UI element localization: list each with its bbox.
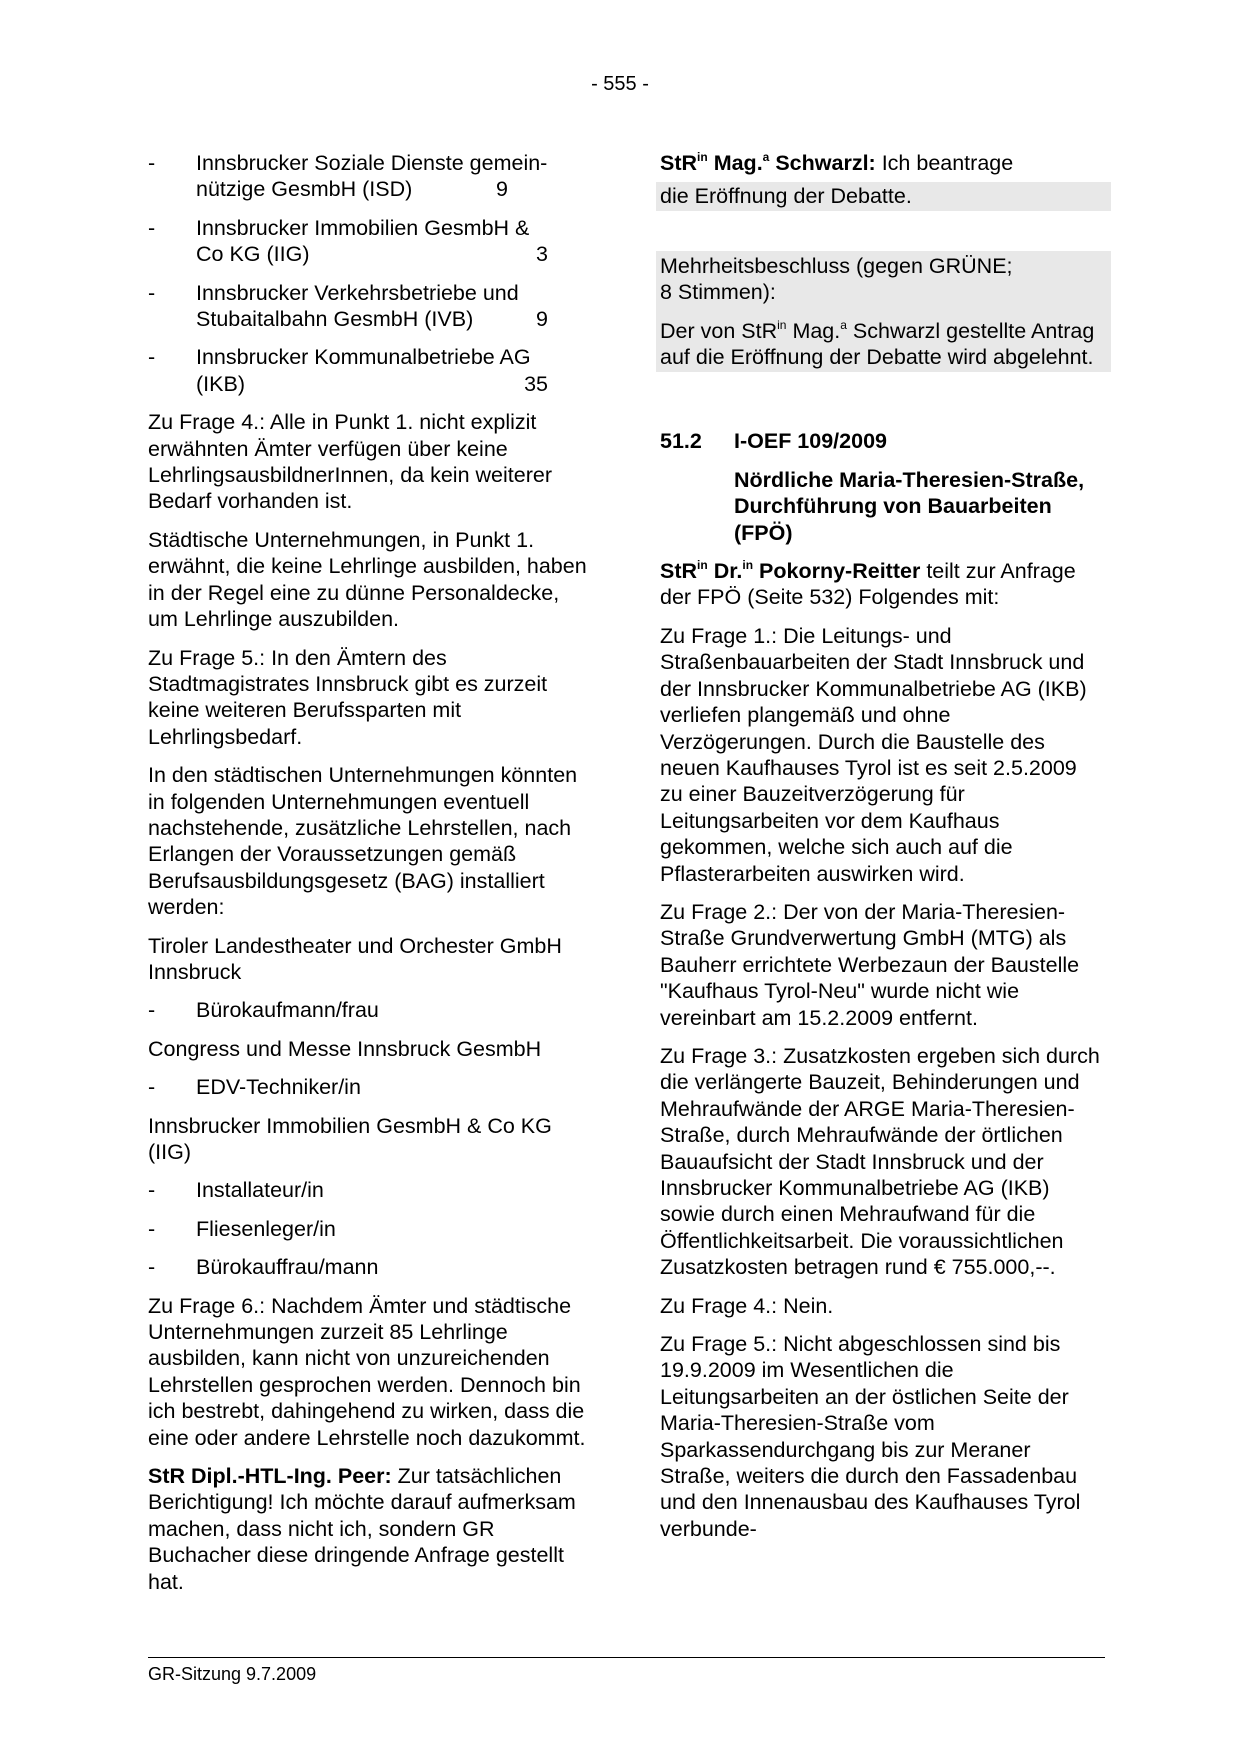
paragraph-frage-4: Zu Frage 4.: Nein. [660,1293,834,1318]
list-dash: - [148,280,156,305]
speech-text: teilt zur Anfrage der FPÖ (Seite 532) Folgendes mit: [660,559,1076,610]
list-item [148,1074,588,1100]
list-item [148,1177,588,1203]
list-item [148,215,588,268]
paragraph-frage-5: Zu Frage 5.: Nicht abgeschlossen sind bis 19.9.2009 im Wesentlichen die Leitungsarbeiten an der östlichen Seite der Maria-Theresien-Straße vom Sparkassendurchgang bis zur Meraner Straße, weiters die durch den Fassadenbau und den Innenausbau des Kaufhauses Tyrol verbunde- [660,1332,1081,1541]
speaker-title: StR [660,151,698,175]
list-dash: - [148,998,156,1023]
left-column [148,150,588,1607]
speech-text: Zur tatsächlichen Berichtigung! Ich möchte darauf aufmerksam machen, dass nicht ich, sondern GR Buchacher diese dringende Anfrage gestellt hat. [148,1464,576,1594]
paragraph-frage-3: Zu Frage 3.: Zusatzkosten ergeben sich durch die verlängerte Bauzeit, Behinderungen und Mehraufwände der ARGE Maria-Theresien-Straße, durch Mehraufwände der örtlichen Bauaufsicht der Stadt Innsbruck und der Innsbrucker Kommunalbetriebe AG (IKB) sowie durch einen Mehraufwand für die Öffentlichkeitsarbeit. Die voraussichtlichen Zusatzkosten betragen rund € 755.000,--. [660,1043,1100,1280]
right-column [660,150,1105,1554]
resolution-box [656,251,1111,373]
resolution-line: 8 Stimmen): [660,280,776,305]
list-item-line: Innsbrucker Kommunalbetriebe AG [196,345,531,370]
company-name: Congress und Messe Innsbruck GesmbH [148,1036,542,1061]
paragraph-unternehmungen: In den städtischen Unternehmungen könnten in folgenden Unternehmungen eventuell nachstehende, zusätzliche Lehrstellen, nach Erlangen der Voraussetzungen gemäß Berufsausbildungsgesetz (BAG) installiert werden: [148,763,578,920]
list-item-text: Co KG (IIG) [196,242,310,267]
superscript: a [840,317,847,332]
motion-text: die Eröffnung der Debatte. [656,182,1111,210]
section-heading [660,428,1105,454]
speech-text: Ich beantrage [881,151,1014,175]
superscript: in [742,558,754,573]
speaker-title: StR [660,559,698,584]
company-name: Innsbrucker Immobilien GesmbH & Co KG (IIG) [148,1113,552,1164]
paragraph-frage-6: Zu Frage 6.: Nachdem Ämter und städtische Unternehmungen zurzeit 85 Lehrlinge ausbilden, kann nicht von unzureichenden Lehrstellen gesprochen werden. Dennoch bin ich bestrebt, dahingehend zu wirken, dass die eine oder andere Lehrstelle noch dazukommt. [148,1293,586,1450]
list-item-line [196,371,588,397]
list-item-text: Bürokauffrau/mann [196,1255,379,1280]
list-item-line [196,176,588,202]
paragraph-frage-4: Zu Frage 4.: Alle in Punkt 1. nicht explizit erwähnten Ämter verfügen über keine LehrlingsausbildnerInnen, da kein weiterer Bedarf vorhanden ist. [148,410,552,514]
speaker-surname: Schwarzl: [775,151,876,175]
list-item-text: Installateur/in [196,1178,324,1203]
paragraph-peer [148,1463,588,1595]
list-item-line: Innsbrucker Immobilien GesmbH & [196,215,530,240]
list-item-number: 35 [524,371,548,396]
superscript: a [762,150,770,164]
paragraph-frage-1: Zu Frage 1.: Die Leitungs- und Straßenbauarbeiten der Stadt Innsbruck und der Innsbrucker Kommunalbetriebe AG (IKB) verliefen plangemäß und ohne Verzögerungen. Durch die Baustelle des neuen Kaufhauses Tyrol ist es seit 2.5.2009 zu einer Bauzeitverzögerung für Leitungsarbeiten vor dem Kaufhaus gekommen, welche sich auch auf die Pflasterarbeiten auswirken wird. [660,623,1087,886]
list-item-line [196,306,588,332]
list-item [148,997,588,1023]
speaker-name [660,559,920,583]
list-dash: - [148,1216,156,1241]
list-item [148,1254,588,1280]
list-dash: - [148,215,156,240]
section-number: 51.2 [660,429,702,454]
resolution-text [660,318,1107,371]
footer-divider [148,1657,1105,1658]
paragraph-pokorny [660,558,1105,611]
list-dash: - [148,1075,156,1100]
resolution-text-part: Mag. [792,318,841,343]
list-item [148,1216,588,1242]
list-dash: - [148,151,156,175]
list-item-text: EDV-Techniker/in [196,1075,361,1100]
company-name: Tiroler Landestheater und Orchester GmbH Innsbruck [148,933,562,984]
list-item-text: Fliesenleger/in [196,1216,336,1241]
list-item-line: Innsbrucker Soziale Dienste gemein- [196,151,548,175]
list-item-line [196,241,588,267]
speaker-surname: Pokorny-Reitter [759,559,921,584]
list-item-number: 9 [496,177,508,202]
list-item-text: Bürokaufmann/frau [196,998,379,1023]
speaker-name: StR Dipl.-HTL-Ing. Peer: [148,1464,392,1489]
list-item-line: Innsbrucker Verkehrsbetriebe und [196,280,519,305]
list-dash: - [148,1178,156,1203]
list-dash: - [148,1255,156,1280]
section-code: I-OEF 109/2009 [734,429,887,454]
resolution-line: Mehrheitsbeschluss (gegen GRÜNE; [660,253,1013,278]
list-item [148,150,588,203]
section-title: Nördliche Maria-Theresien-Straße, Durchführung von Bauarbeiten (FPÖ) [734,467,1085,545]
list-item-text: Stubaitalbahn GesmbH (IVB) [196,307,474,332]
speaker-schwarzl [660,150,1105,176]
footer-text: GR-Sitzung 9.7.2009 [148,1664,317,1684]
list-dash: - [148,345,156,370]
speaker-title: Dr. [713,559,743,584]
superscript: in [777,317,787,332]
paragraph-staedtische: Städtische Unternehmungen, in Punkt 1. erwähnt, die keine Lehrlinge ausbilden, haben in der Regel eine zu dünne Personaldecke, um Lehrlinge auszubilden. [148,527,587,632]
resolution-text-part: Der von StR [660,318,778,343]
paragraph-frage-2: Zu Frage 2.: Der von der Maria-Theresien-Straße Grundverwertung GmbH (MTG) als Bauherr errichtete Werbezaun der Baustelle "Kaufhaus Tyrol-Neu" wurde nicht wie vereinbart am 15.2.2009 entfernt. [660,899,1080,1030]
page-number: - 555 - [591,73,649,95]
list-item-number: 3 [536,242,548,267]
speaker-name [660,151,876,175]
list-item-number: 9 [536,307,548,332]
list-item-text: nützige GesmbH (ISD) [196,177,413,202]
superscript: in [697,558,708,573]
list-item-text: (IKB) [196,371,245,396]
speaker-title: Mag. [713,151,763,175]
paragraph-frage-5: Zu Frage 5.: In den Ämtern des Stadtmagistrates Innsbruck gibt es zurzeit keine weiteren Berufssparten mit Lehrlingsbedarf. [148,645,548,749]
list-item [148,344,588,397]
resolution-text-part: Schwarzl gestellte Antrag auf die Eröffnung der Debatte wird abgelehnt. [660,318,1095,370]
superscript: in [697,150,708,164]
list-item [148,280,588,333]
